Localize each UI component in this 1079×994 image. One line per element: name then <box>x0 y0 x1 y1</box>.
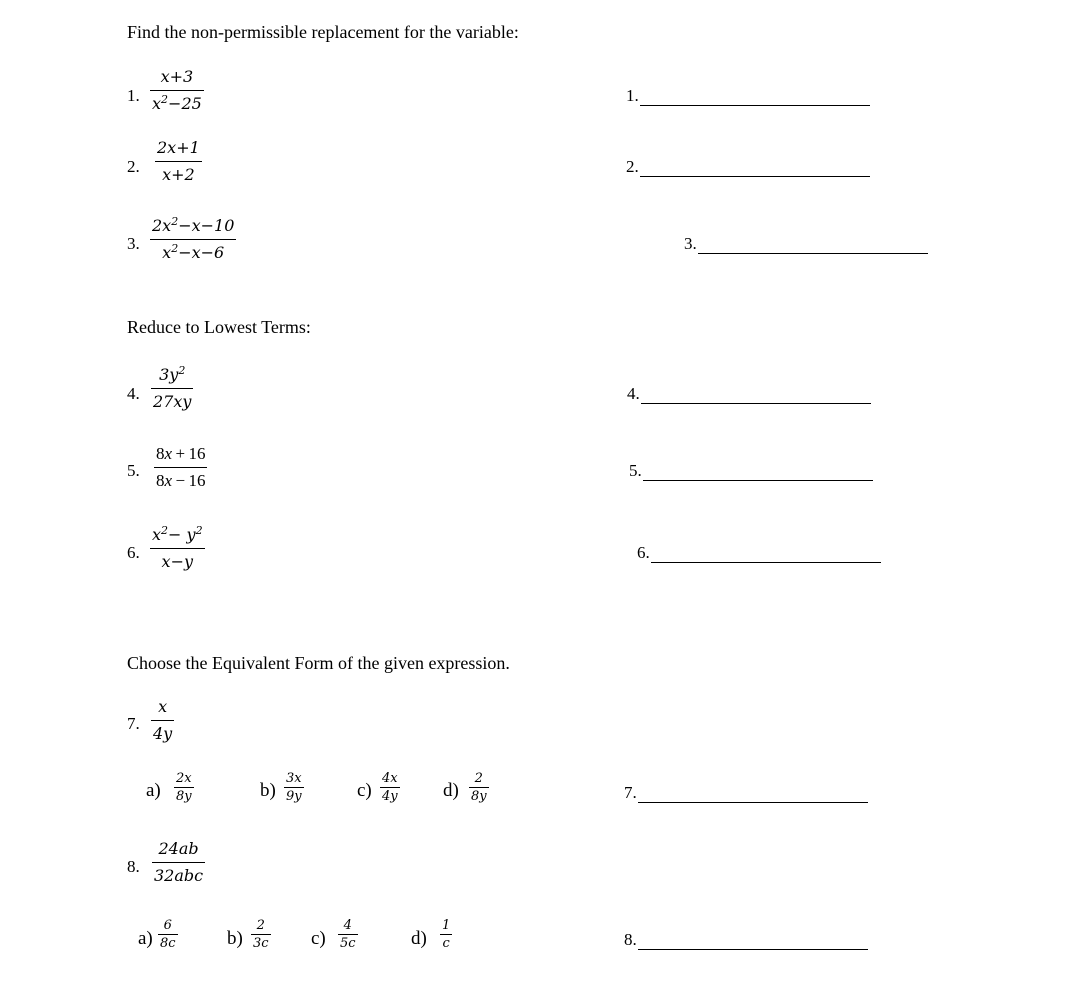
problem-1-number: 1. <box>127 86 140 105</box>
problem-6-denominator: x−y <box>161 552 194 571</box>
section-1-heading: Find the non-permissible replacement for the variable: <box>127 22 519 42</box>
answer-line-8[interactable] <box>638 934 868 950</box>
problem-5-number: 5. <box>127 461 140 480</box>
option-8d-numerator: 1 <box>442 918 451 933</box>
option-7c-fraction[interactable] <box>380 770 400 805</box>
answer-line-2[interactable] <box>640 161 870 177</box>
answer-line-5[interactable] <box>643 465 873 481</box>
problem-2-numerator: 2x+1 <box>157 138 200 157</box>
option-8a-fraction[interactable] <box>158 917 178 952</box>
problem-3-number: 3. <box>127 234 140 253</box>
answer-line-3[interactable] <box>698 238 928 254</box>
problem-1-denominator: $x^2-25$ <box>152 93 202 113</box>
option-7b-numerator: 3x <box>286 771 302 786</box>
answer-line-1[interactable] <box>640 90 870 106</box>
answer-label-7: 7. <box>624 783 637 802</box>
answer-line-4[interactable] <box>641 388 871 404</box>
option-7a-fraction[interactable] <box>174 770 194 805</box>
problem-5-numerator: 8x + 16 <box>156 444 206 463</box>
section-2-heading: Reduce to Lowest Terms: <box>127 317 311 337</box>
problem-7-denominator: 4y <box>153 724 173 743</box>
option-8c-denominator: 5c <box>340 936 356 951</box>
option-7a-denominator: 8y <box>176 789 192 804</box>
option-8d-label: d) <box>411 928 427 949</box>
option-7d-fraction[interactable] <box>469 770 489 805</box>
answer-label-8: 8. <box>624 930 637 949</box>
problem-3-denominator: $x^2-x-6$ <box>162 242 225 262</box>
problem-3-fraction <box>150 216 236 263</box>
option-8a-label: a) <box>138 928 153 949</box>
answer-label-1: 1. <box>626 86 639 105</box>
option-7a-numerator: 2x <box>176 771 192 786</box>
problem-2-denominator: x+2 <box>162 165 195 184</box>
problem-4-numerator: $3y^2$ <box>159 364 186 384</box>
answer-blank-7[interactable] <box>624 783 868 803</box>
option-7d-label: d) <box>443 780 459 801</box>
option-8b-label: b) <box>227 928 243 949</box>
option-7d-numerator: 2 <box>474 771 483 786</box>
problem-2-number: 2. <box>127 157 140 176</box>
problem-6-fraction <box>150 525 205 572</box>
problem-8-numerator: 24ab <box>158 839 199 858</box>
answer-label-5: 5. <box>629 461 642 480</box>
problem-1-numerator: x+3 <box>160 67 194 86</box>
option-7c-label: c) <box>357 780 372 801</box>
section-3-heading: Choose the Equivalent Form of the given expression. <box>127 653 510 673</box>
problem-4-denominator: 27xy <box>153 392 192 411</box>
option-8c-fraction[interactable] <box>338 917 358 952</box>
option-8d-denominator: c <box>442 936 450 951</box>
answer-blank-4[interactable] <box>627 384 871 404</box>
option-8d-fraction[interactable] <box>440 917 452 952</box>
option-7d-denominator: 8y <box>471 789 487 804</box>
option-8b-denominator: 3c <box>253 936 269 951</box>
answer-label-6: 6. <box>637 543 650 562</box>
option-7c-denominator: 4y <box>382 789 398 804</box>
option-8b-fraction[interactable] <box>251 917 271 952</box>
option-8b-numerator: 2 <box>256 918 265 933</box>
answer-blank-3[interactable] <box>684 234 928 254</box>
problem-4-fraction <box>151 365 193 412</box>
answer-blank-5[interactable] <box>629 461 873 481</box>
problem-7-fraction <box>151 697 174 744</box>
problem-6-number: 6. <box>127 543 140 562</box>
answer-blank-1[interactable] <box>626 86 870 106</box>
problem-7-numerator: x <box>158 697 168 716</box>
problem-8-number: 8. <box>127 857 140 876</box>
problem-8-fraction <box>152 839 205 886</box>
option-8c-label: c) <box>311 928 326 949</box>
answer-label-3: 3. <box>684 234 697 253</box>
option-7b-fraction[interactable] <box>284 770 304 805</box>
answer-blank-2[interactable] <box>626 157 870 177</box>
problem-5-denominator: 8x − 16 <box>156 471 206 490</box>
problem-1-fraction <box>150 67 204 114</box>
answer-line-7[interactable] <box>638 787 868 803</box>
option-7b-denominator: 9y <box>286 789 302 804</box>
answer-line-6[interactable] <box>651 547 881 563</box>
problem-5-fraction <box>154 444 207 491</box>
answer-blank-6[interactable] <box>637 543 881 563</box>
problem-7-number: 7. <box>127 714 140 733</box>
answer-blank-8[interactable] <box>624 930 868 950</box>
option-8a-numerator: 6 <box>163 918 172 933</box>
option-8c-numerator: 4 <box>343 918 352 933</box>
option-7a-label: a) <box>146 780 161 801</box>
option-7b-label: b) <box>260 780 276 801</box>
option-7c-numerator: 4x <box>382 771 398 786</box>
problem-2-fraction <box>155 138 202 185</box>
problem-6-numerator: $x^2- y^2$ <box>152 524 203 544</box>
answer-label-2: 2. <box>626 157 639 176</box>
problem-3-numerator: $2x^2-x-10$ <box>152 215 235 235</box>
answer-label-4: 4. <box>627 384 640 403</box>
problem-8-denominator: 32abc <box>154 866 204 885</box>
problem-4-number: 4. <box>127 384 140 403</box>
option-8a-denominator: 8c <box>160 936 176 951</box>
